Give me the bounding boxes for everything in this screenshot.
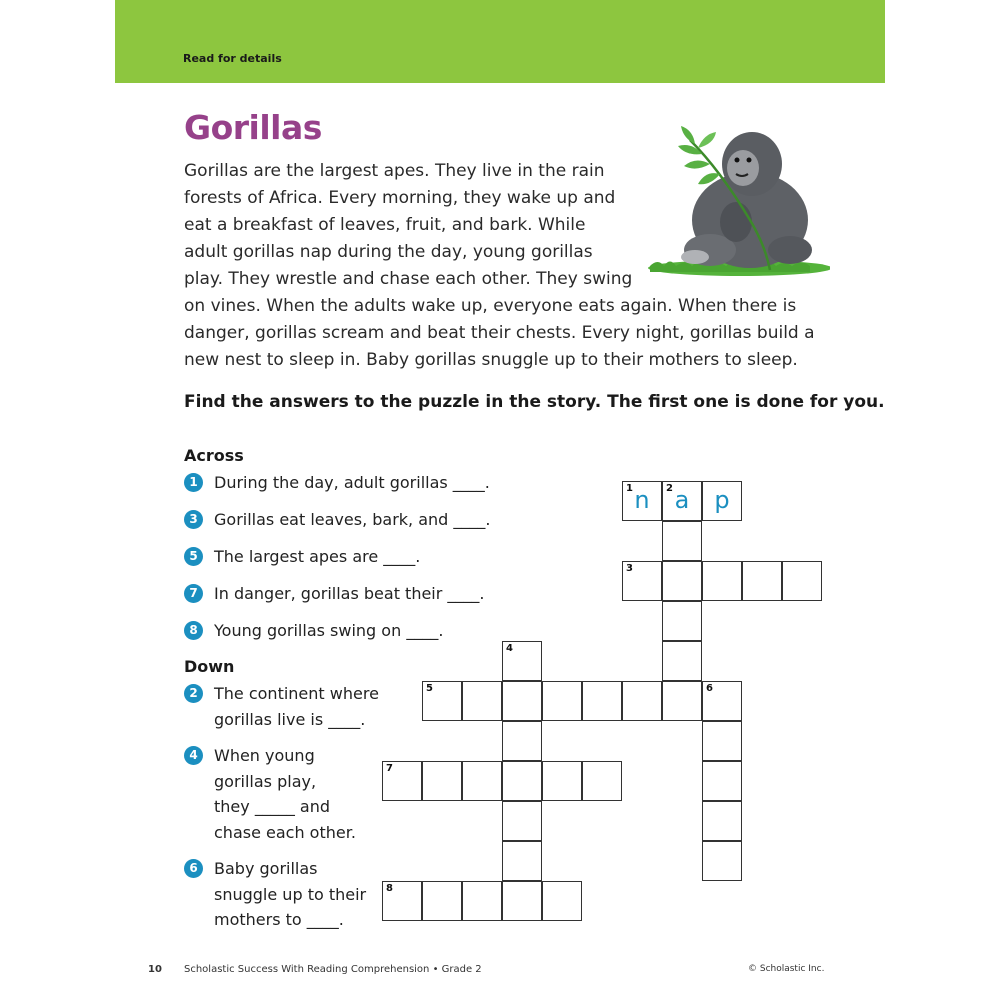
clue-text: Young gorillas swing on ____. bbox=[214, 621, 444, 640]
clue-number-badge: 6 bbox=[184, 859, 203, 878]
clue-number-badge: 1 bbox=[184, 473, 203, 492]
clue-text: The continent where bbox=[214, 684, 379, 703]
cell-number: 1 bbox=[626, 483, 633, 494]
story-line: forests of Africa. Every morning, they wake up and bbox=[184, 188, 616, 208]
cell-number: 2 bbox=[666, 483, 673, 494]
page-title: Gorillas bbox=[184, 108, 322, 147]
crossword-cell[interactable] bbox=[502, 641, 542, 681]
clue-number-badge: 2 bbox=[184, 684, 203, 703]
crossword-cell[interactable] bbox=[662, 481, 702, 521]
crossword-cell[interactable] bbox=[502, 761, 542, 801]
across-heading: Across bbox=[184, 446, 244, 465]
crossword-cell[interactable] bbox=[462, 681, 502, 721]
page-number: 10 bbox=[148, 964, 162, 975]
story-line: eat a breakfast of leaves, fruit, and bark. While bbox=[184, 215, 586, 235]
crossword-cell[interactable] bbox=[702, 681, 742, 721]
story-line: danger, gorillas scream and beat their chests. Every night, gorillas build a bbox=[184, 323, 815, 343]
crossword-cell[interactable] bbox=[662, 561, 702, 601]
crossword-cell[interactable] bbox=[502, 721, 542, 761]
crossword-cell[interactable] bbox=[582, 681, 622, 721]
section-label: Read for details bbox=[183, 52, 282, 65]
cell-letter: n bbox=[634, 486, 650, 514]
clue-text: Baby gorillas bbox=[214, 859, 318, 878]
clue-text: Gorillas eat leaves, bark, and ____. bbox=[214, 510, 491, 529]
crossword-cell[interactable] bbox=[702, 561, 742, 601]
clue-number-badge: 5 bbox=[184, 547, 203, 566]
clue-number-badge: 7 bbox=[184, 584, 203, 603]
crossword-cell[interactable] bbox=[462, 761, 502, 801]
crossword-cell[interactable] bbox=[702, 801, 742, 841]
cell-letter: a bbox=[674, 486, 690, 514]
crossword-cell[interactable] bbox=[422, 761, 462, 801]
story-line: on vines. When the adults wake up, everyone eats again. When there is bbox=[184, 296, 797, 316]
clue-number-badge: 3 bbox=[184, 510, 203, 529]
cell-number: 3 bbox=[626, 563, 633, 574]
puzzle-instructions: Find the answers to the puzzle in the story. The first one is done for you. bbox=[184, 392, 885, 412]
cell-number: 5 bbox=[426, 683, 433, 694]
clue-text: The largest apes are ____. bbox=[214, 547, 421, 566]
clue-text: gorillas live is ____. bbox=[214, 709, 366, 729]
clue-text: When young bbox=[214, 746, 315, 765]
cell-number: 8 bbox=[386, 883, 393, 894]
clue-text: In danger, gorillas beat their ____. bbox=[214, 584, 485, 603]
clue-number-badge: 4 bbox=[184, 746, 203, 765]
clue-text: they _____ and bbox=[214, 797, 330, 816]
story-line: adult gorillas nap during the day, young gorillas bbox=[184, 242, 593, 262]
clue-text: chase each other. bbox=[214, 822, 356, 842]
crossword-cell[interactable] bbox=[382, 761, 422, 801]
clue-text: mothers to ____. bbox=[214, 910, 344, 929]
crossword-cell[interactable] bbox=[502, 681, 542, 721]
crossword-cell[interactable] bbox=[542, 681, 582, 721]
crossword-cell[interactable] bbox=[662, 521, 702, 561]
cell-number: 4 bbox=[506, 643, 513, 654]
clue-number-badge: 8 bbox=[184, 621, 203, 640]
crossword-cell[interactable] bbox=[662, 681, 702, 721]
cell-letter: p bbox=[714, 486, 730, 514]
crossword-cell[interactable] bbox=[542, 761, 582, 801]
crossword-cell[interactable] bbox=[622, 481, 662, 521]
book-title: Scholastic Success With Reading Comprehension • Grade 2 bbox=[184, 964, 482, 975]
clue-text: During the day, adult gorillas ____. bbox=[214, 473, 490, 492]
crossword-cell[interactable] bbox=[422, 881, 462, 921]
crossword-cell[interactable] bbox=[702, 841, 742, 881]
crossword-cell[interactable] bbox=[502, 801, 542, 841]
header-bar bbox=[115, 0, 885, 83]
crossword-cell[interactable] bbox=[702, 721, 742, 761]
crossword-cell[interactable] bbox=[422, 681, 462, 721]
gorilla-illustration bbox=[640, 110, 830, 280]
story-line: new nest to sleep in. Baby gorillas snuggle up to their mothers to sleep. bbox=[184, 350, 798, 370]
crossword-cell[interactable] bbox=[622, 681, 662, 721]
crossword-cell[interactable] bbox=[502, 881, 542, 921]
clue-text: snuggle up to their bbox=[214, 884, 367, 904]
crossword-cell[interactable] bbox=[662, 641, 702, 681]
cell-number: 6 bbox=[706, 683, 713, 694]
crossword-cell[interactable] bbox=[662, 601, 702, 641]
story-line: Gorillas are the largest apes. They live in the rain bbox=[184, 161, 605, 181]
crossword-cell[interactable] bbox=[702, 481, 742, 521]
copyright: © Scholastic Inc. bbox=[748, 964, 825, 974]
crossword-cell[interactable] bbox=[502, 841, 542, 881]
crossword-cell[interactable] bbox=[582, 761, 622, 801]
story-line: play. They wrestle and chase each other. They swing bbox=[184, 269, 633, 289]
clue-text: gorillas play, bbox=[214, 771, 317, 791]
crossword-cell[interactable] bbox=[382, 881, 422, 921]
down-heading: Down bbox=[184, 657, 235, 676]
crossword-cell[interactable] bbox=[462, 881, 502, 921]
crossword-cell[interactable] bbox=[622, 561, 662, 601]
crossword-cell[interactable] bbox=[782, 561, 822, 601]
crossword-cell[interactable] bbox=[702, 761, 742, 801]
crossword-cell[interactable] bbox=[742, 561, 782, 601]
cell-number: 7 bbox=[386, 763, 393, 774]
crossword-cell[interactable] bbox=[542, 881, 582, 921]
